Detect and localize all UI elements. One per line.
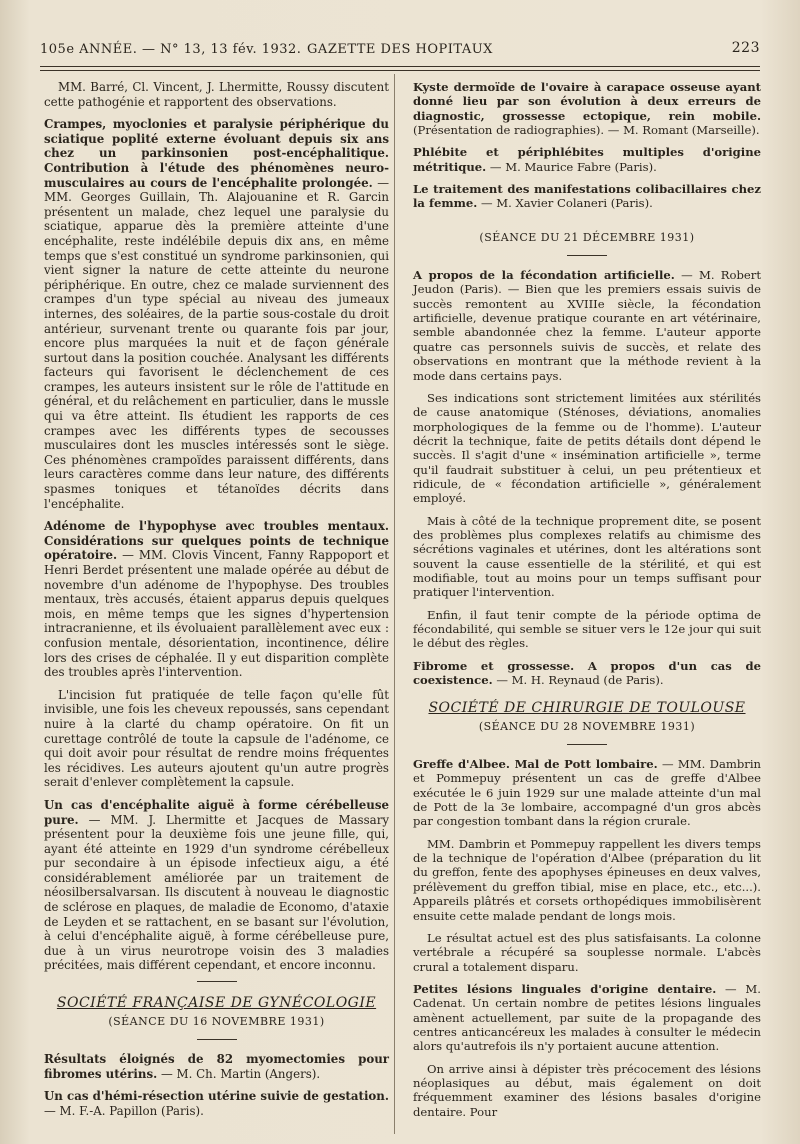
article-title: Un cas d'encéphalite aiguë à forme cérébelleuse pure.: [44, 797, 389, 827]
page-number: 223: [731, 40, 760, 56]
section-rule: [197, 1039, 237, 1040]
left-column: [44, 80, 389, 1127]
article-text: — M. H. Reynaud (de Paris).: [492, 673, 664, 688]
paragraph: Enfin, il faut tenir compte de la période optima de fécondabilité, qui semble se situer vers le 12e jour qui suit le début des règles.: [413, 607, 761, 651]
article-text: — MM. J. Lhermitte et Jacques de Massary présentent pour la deuxième fois une jeune fille, qui, ayant été atteinte en 1929 d'un syndrome cérébelleux pur secondaire à un épisode infectieux aigu, a été considérablement améliorée par un traitement de néosilbersalvarsan. Ils discutent à nouveau le diagnostic de sclérose en plaques, de maladie de Economo, d'ataxie de Leyden et se rattachent, en se basant sur l'évolution, à celui d'encéphalite aiguë, à forme cérébelleuse pure, due à un virus neurotrope voisin des 3 maladies précitées, mais différent cependant, et encore inconnu.: [44, 812, 389, 973]
article-text: — MM. Dambrin et Pommepuy présentent un cas de greffe d'Albee exécutée le 6 juin 1929 sur une malade atteinte d'un mal de Pott de la 3e lombaire, accompagné d'un gros abcès par congestion tombant dans la région crurale.: [413, 757, 761, 829]
article-adenome: [44, 519, 389, 680]
article-hemi-resection: [44, 1089, 389, 1118]
header-rule: [40, 70, 760, 71]
paragraph: Ses indications sont strictement limitées aux stérilités de cause anatomique (Sténoses, déviations, anomalies morphologiques de la femme ou de l'homme). L'auteur décrit la technique, faite de petits détails dont dépend le succès. Il s'agit d'une « insémination artificielle », terme qu'il faudrait substituer à celui, un peu prétentieux et ridicule, de « fécondation artificielle », généralement employé.: [413, 390, 761, 506]
page-header: [40, 40, 760, 62]
article-crampes: [44, 117, 389, 511]
column-divider: [394, 74, 395, 1134]
article-title: Kyste dermoïde de l'ovaire à carapace osseuse ayant donné lieu par son évolution à deux erreurs de diagnostic, grossesse ectopique, rein mobile.: [413, 80, 761, 123]
article-text: — M. Ch. Martin (Angers).: [157, 1066, 321, 1081]
header-rule: [40, 66, 760, 67]
article-title: Petites lésions linguales d'origine dentaire.: [413, 981, 717, 996]
section-rule: [197, 981, 237, 982]
paragraph: Mais à côté de la technique proprement dite, se posent des problèmes plus complexes relatifs au chimisme des sécrétions vaginales et utérines, dont les altérations sont souvent la cause essentielle de la stérilité, et qui est modifiable, tout au moins pour un temps suffisant pour pratiquer l'intervention.: [413, 513, 761, 600]
article-encephalite: [44, 798, 389, 973]
issue-line: 105e ANNÉE. — N° 13, 13 fév. 1932.: [40, 42, 302, 57]
seance-date: (SÉANCE DU 28 NOVEMBRE 1931): [478, 719, 696, 733]
article-text: — M. Cadenat. Un certain nombre de petites lésions linguales amènent actuellement, par suite de la propagande des centres anticancéreux les malades à consulter le médecin alors qu'autrefois ils n'y portaient aucune attention.: [413, 981, 761, 1054]
article-greffe-albee: [413, 757, 761, 829]
article-fecondation: [413, 268, 761, 383]
article-text: — M. Maurice Fabre (Paris).: [486, 159, 657, 174]
article-title: Le traitement des manifestations colibacillaires chez la femme.: [413, 182, 761, 211]
seance-date: (SÉANCE DU 21 DÉCEMBRE 1931): [479, 230, 695, 244]
article-title: Adénome de l'hypophyse avec troubles mentaux. Considérations sur quelques points de technique opératoire.: [44, 519, 389, 563]
paragraph: Le résultat actuel est des plus satisfaisants. La colonne vertébrale a récupéré sa souplesse normale. L'abcès crural a totalement disparu.: [413, 930, 761, 974]
section-rule: [567, 255, 607, 256]
article-phlebite: [413, 145, 761, 174]
article-title: Crampes, myoclonies et paralysie périphérique du sciatique poplité externe évoluant depuis six ans chez un parkinsonien post-encéphalitique. Contribution à l'étude des phénomènes neuro-musculaires au cours de l'encéphalite prolongée.: [44, 117, 389, 190]
article-text: — MM. Georges Guillain, Th. Alajouanine et R. Garcin présentent un malade, chez lequel une paralysie du sciatique, apparue dès la première atteinte d'une encéphalite, reste indélébile depuis dix ans, en même temps que s'est constitué un syndrome parkinsonien, qui vient signer la nature de cette atteinte du neurone périphérique. En outre, chez ce malade surviennent des crampes d'un type spécial au niveau des jumeaux internes, des soléaires, de la partie sous-costale du droit antérieur, survenant trente ou quarante fois par jour, encore plus marquées la nuit et de façon générale surtout dans la position couchée. Analysant les différents facteurs qui favorisent le déclenchement de ces crampes, les auteurs insistent sur le rôle de l'attitude en général, et du relâchement en particulier, dans le mussle qui va être atteint. Ils étudient les rapports de ces crampes avec les différents types de secousses musculaires dont les muscles intéressés sont le siège. Ces phénomènes crampoïdes paraissent différents, dans leurs caractères comme dans leur nature, des différents spasmes toniques et tétanoïdes décrits dans l'encéphalite.: [44, 175, 390, 511]
paragraph: MM. Dambrin et Pommepuy rappellent les divers temps de la technique de l'opération d'Albee (préparation du lit du greffon, fente des apophyses épineuses en deux valves, prélèvement du greffon tibial, mise en place, etc., etc...). Appareils plâtrés et corsets orthopédiques immobilisèrent ensuite cette malade pendant de longs mois.: [413, 836, 761, 923]
article-text: (Présentation de radiographies). — M. Romant (Marseille).: [413, 123, 760, 138]
article-text: — MM. Clovis Vincent, Fanny Rappoport et Henri Berdet présentent une malade opérée au début de novembre d'un adénome de l'hypophyse. Des troubles mentaux, très accusés, étaient apparus depuis quelques mois, en même temps que les signes d'hypertension intracranienne, et ils évoluaient parallèlement avec eux : confusion mentale, désorientation, incontinence, délire lors des crises de céphalée. Il y eut disparition complète des troubles après l'intervention.: [44, 548, 389, 680]
seance-date: (SÉANCE DU 16 NOVEMBRE 1931): [108, 1014, 325, 1028]
article-title: A propos de la fécondation artificielle.: [413, 268, 675, 283]
right-column: [413, 80, 761, 1127]
society-heading: SOCIÉTÉ DE CHIRURGIE DE TOULOUSE: [428, 700, 746, 717]
article-title: Greffe d'Albee. Mal de Pott lombaire.: [413, 757, 658, 772]
article-title: Résultats éloignés de 82 myomectomies pour fibromes utérins.: [44, 1052, 389, 1081]
article-text: — M. F.-A. Papillon (Paris).: [44, 1104, 204, 1118]
article-title: Phlébite et périphlébites multiples d'origine métritique.: [413, 145, 761, 174]
article-colibacillaires: [413, 182, 761, 211]
society-heading: SOCIÉTÉ FRANÇAISE DE GYNÉCOLOGIE: [56, 995, 377, 1012]
article-fibrome: [413, 659, 761, 688]
journal-title: GAZETTE DES HOPITAUX: [307, 42, 493, 57]
article-title: Fibrome et grossesse. A propos d'un cas de coexistence.: [413, 658, 761, 688]
paragraph: L'incision fut pratiquée de telle façon qu'elle fût invisible, une fois les cheveux repoussés, sans cependant nuire à la clarté du champ opératoire. On fit un curettage contrôlé de toute la capsule de l'adénome, ce qui doit avoir pour résultat de rendre moins fréquentes les récidives. Les auteurs ajoutent qu'un autre progrès serait d'enlever complètement la capsule.: [44, 687, 389, 790]
article-myomectomies: [44, 1052, 389, 1081]
article-text: — M. Xavier Colaneri (Paris).: [477, 196, 653, 211]
article-lesions-linguales: [413, 982, 761, 1054]
article-text: — M. Robert Jeudon (Paris). — Bien que les premiers essais suivis de succès remontent au XVIIIe siècle, la fécondation artificielle, devenue pratique courante en art vétérinaire, semble abandonnée chez la femme. L'auteur apporte quatre cas personnels suivis de succès, et relate des observations en montrant que la méthode revient à la mode dans certains pays.: [413, 268, 761, 383]
article-kyste: [413, 80, 761, 137]
paragraph: On arrive ainsi à dépister très précocement des lésions néoplasiques au début, mais également on doit fréquemment examiner des lésions basales d'origine dentaire. Pour: [413, 1061, 761, 1119]
paragraph: MM. Barré, Cl. Vincent, J. Lhermitte, Roussy discutent cette pathogénie et rapportent des observations.: [44, 80, 389, 109]
section-rule: [567, 744, 607, 745]
article-title: Un cas d'hémi-résection utérine suivie de gestation.: [44, 1089, 389, 1104]
